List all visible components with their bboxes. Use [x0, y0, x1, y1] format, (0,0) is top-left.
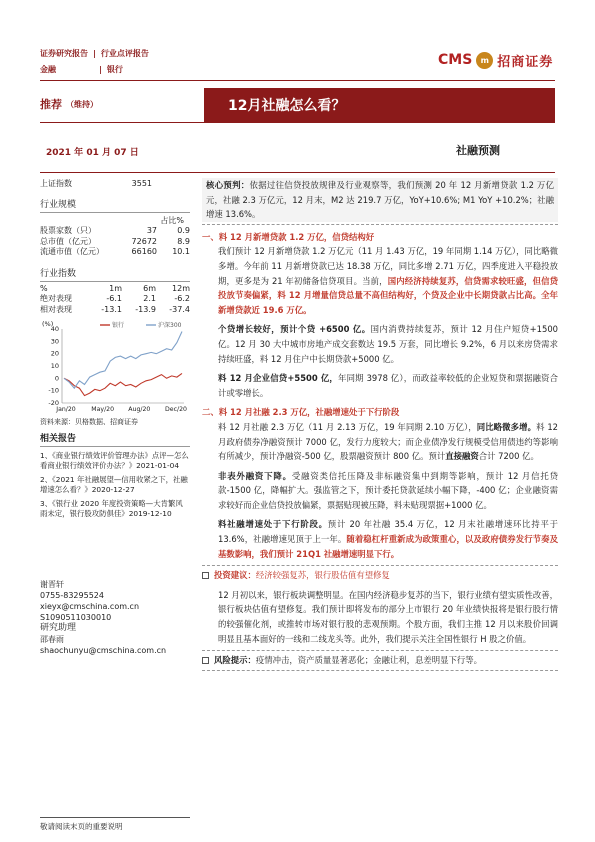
footer-disclaimer: 敬请阅读末页的重要说明 — [40, 822, 123, 831]
risk-text: 疫情冲击，资产质量显著恶化；金融让利，息差明显下行等。 — [255, 655, 482, 666]
logo-mark-icon: m — [476, 52, 493, 69]
rating-note: （维持） — [66, 99, 98, 109]
bold-text: 料社融增速处于下行阶段。 — [218, 519, 328, 530]
index-label: 上证指数 — [40, 179, 72, 188]
assistant-name: 邵春雨 — [40, 635, 64, 644]
paragraph — [202, 420, 558, 464]
divider — [202, 565, 558, 566]
advice-text: 经济较强复苏，银行股估值有望修复 — [255, 570, 390, 581]
y-tick-label: 40 — [50, 325, 59, 333]
table-cell: -6.1 — [106, 294, 122, 303]
sector-line: 金融 | 银行 — [40, 65, 123, 74]
table-header: 12m — [172, 283, 190, 293]
text: 预计 20 年社融 35.4 万亿，12 月末社融增速环比持平于 13.6%，社融增速见顶于上一年。 — [218, 519, 558, 545]
core-label: 核心预判： — [206, 180, 250, 190]
scale-header-row — [40, 215, 190, 226]
y-tick-label: -20 — [48, 399, 59, 407]
assistant-title: 研究助理 — [40, 623, 77, 633]
bold-text: 个贷增长较好，预计个贷 +6500 亿。 — [218, 324, 371, 335]
advice-label: 投资建议： — [214, 570, 256, 581]
divider — [202, 650, 558, 651]
section-1-title: 一、料 12 月新增贷款 1.2 万亿，信贷结构好 — [202, 231, 375, 242]
sector-primary: 金融 — [40, 65, 56, 74]
text: 料 12 月政府债券净融资预计 7000 亿，发行力度较大；而企业债净发行规模受信用债违约等影响有所减少，预计净融资-500 亿，股票融资预计 800 亿。预计 — [218, 421, 558, 462]
related-title: 相关报告 — [40, 434, 77, 444]
text: 料 12 月社融 2.3 万亿（11 月 2.13 万亿，19 年同期 2.10 万亿）， — [218, 421, 477, 432]
series-line-2 — [64, 332, 182, 389]
y-tick-label: 10 — [50, 362, 59, 370]
table-header: % — [40, 283, 48, 293]
related-report-link[interactable]: 2、《2021 年社融展望—信用收紧之下，社融增速怎么看？》2020-12-27 — [40, 475, 188, 494]
table-cell: 绝对表现 — [40, 294, 72, 303]
analyst-email[interactable]: xieyx@cmschina.com.cn — [40, 602, 140, 611]
legend-label: 沪深300 — [158, 322, 182, 329]
highlight-text: 国内经济持续复苏，信贷需求较旺盛，但信贷投放节奏偏紧，料 12 月增量信贷总量不高但结构好，个贷及企业中长期贷款占比高。全年新增贷款近 19.6 万亿。 — [218, 275, 558, 315]
text: 我们预计 12 月新增贷款 1.2 万亿元（11 月 1.43 万亿，19 年同期 1.14 万亿），同比略微多增。今年前 11 月新增贷款已达 18.38 万亿，同比多增 2.71 万亿，四季度进入平稳投放期，更多是为 21 年初储备信贷项目。当前， — [218, 246, 558, 286]
index-row — [40, 178, 190, 189]
core-forecast — [202, 178, 558, 222]
x-tick-label: May/20 — [91, 406, 115, 413]
scale-table — [40, 226, 190, 258]
risk-label: 风险提示： — [214, 655, 256, 666]
rating: 推荐 — [40, 98, 62, 111]
text: 国内消费持续复苏，预计 12 月住户短贷+1500 亿。12 月 30 大中城市房地产成交套数达 19.5 万套，同比增长 9.2%，6 月以来房贷需求持续旺盛，料 12 月住户中长期贷款+5000 亿。 — [218, 324, 558, 364]
divider — [40, 281, 190, 282]
analyst-cert: S1090511030010 — [40, 613, 112, 622]
text: 年同期 3978 亿），而政益率较低的企业短贷和票据融资合计或零增长。 — [218, 373, 558, 398]
table-header: 6m — [143, 283, 156, 293]
table-cell: 2.1 — [143, 294, 156, 303]
risk-warning — [202, 653, 558, 668]
table-cell: 8.9 — [177, 236, 190, 246]
table-cell: 相对表现 — [40, 304, 72, 314]
analyst-phone: 0755-83295524 — [40, 591, 104, 600]
paragraph — [202, 469, 558, 513]
legend-label: 银行 — [112, 322, 125, 329]
y-tick-label: 30 — [50, 337, 59, 346]
report-subtype: 行业点评报告 — [100, 49, 149, 58]
sidebar — [40, 178, 190, 656]
x-tick-label: Dec/20 — [165, 406, 187, 413]
index-value: 3551 — [131, 179, 152, 188]
x-tick-label: Aug/20 — [128, 406, 151, 413]
analyst-name: 谢晋轩 — [40, 580, 64, 589]
text: 合计 7200 亿。 — [478, 451, 539, 462]
report-type-line: 证券研究报告 | 行业点评报告 — [40, 49, 149, 58]
section-2-title: 二、料 12 月社融 2.3 万亿，社融增速处于下行阶段 — [202, 407, 400, 418]
paragraph — [202, 371, 558, 400]
chart-svg — [40, 319, 188, 415]
bold-text: 非表外融资下降。 — [218, 470, 292, 481]
report-date: 2021 年 01 月 07 日 — [46, 148, 139, 158]
chart-source: 资料来源：贝格数据、招商证券 — [40, 418, 138, 426]
scale-title: 行业规模 — [40, 200, 77, 210]
paragraph — [202, 322, 558, 366]
divider — [40, 446, 190, 447]
series-line-1 — [64, 373, 182, 395]
table-cell: -6.2 — [174, 294, 190, 303]
table-cell: 0.9 — [177, 226, 190, 235]
paragraph: 12 月初以来，银行板块调整明显。在国内经济稳步复苏的当下，银行业绩有望实质性改善，银行板块估值有望修复。我们预计即将发布的部分上市银行 20 年业绩快报将是银行股行情的较强催化剂，或推转市场对银行股的悲观预期。个股方面，我们主推 12 月以来股价回调明显且基本面好的一线和二线龙头等。此外，我们提示关注全国性银行 H 股之价值。 — [218, 589, 558, 644]
report-type: 证券研究报告 — [40, 49, 88, 58]
checkbox-bullet-icon — [202, 657, 209, 664]
divider — [202, 224, 558, 225]
table-cell: 72672 — [131, 236, 157, 246]
title-divider — [40, 122, 555, 123]
logo-en: CMS — [438, 52, 473, 68]
index-chart — [40, 319, 188, 415]
related-report-link[interactable]: 3、《银行业 2020 年度投资策略—大肯繁风雨未定，银行股攻防俱佳》2019-12-10 — [40, 499, 183, 518]
company-logo — [438, 48, 558, 72]
rating-block — [40, 92, 204, 116]
table-cell: 66160 — [131, 247, 157, 256]
table-cell: 流通市值（亿元） — [40, 247, 104, 256]
footer-divider — [40, 817, 190, 818]
main-content — [202, 178, 558, 673]
divider — [202, 670, 558, 671]
highlight-text: 随着稳杠杆重新成为政策重心，以及政府债券发行节奏及基数影响，我们预计 21Q1 社融增速明显下行。 — [218, 534, 558, 559]
report-title: 12月社融怎么看？ — [204, 88, 555, 122]
divider — [40, 212, 190, 213]
table-cell: 37 — [146, 226, 157, 235]
x-tick-label: Jan/20 — [56, 406, 76, 413]
sector-secondary: 银行 — [106, 65, 123, 74]
text: 受融资类信托压降及非标融资集中到期等影响，预计 12 月信托贷款-1500 亿，降幅扩大。强监管之下，预计委托贷款延续小幅下降，-400 亿；企业融资需求较好而企业信贷投放偏紧，票据贴现被压降，料未贴现票据+1000 亿。 — [218, 470, 559, 510]
table-cell: -37.4 — [169, 304, 190, 314]
date-divider — [40, 172, 555, 173]
y-tick-label: -10 — [48, 386, 59, 395]
logo-cn: 招商证券 — [497, 54, 554, 70]
y-tick-label: 0 — [54, 374, 59, 383]
header-divider — [40, 80, 555, 81]
table-cell: -13.9 — [135, 304, 156, 314]
core-text: 依据过往信贷投放规律及行业观察等，我们预测 20 年 12 月新增贷款 1.2 万亿元，社融 2.3 万亿元，12 月末，M2 达 219.7 万亿，YoY+10.6%; M1 YoY +10.2%；社融增速 13.6%。 — [206, 180, 554, 220]
table-cell: -13.1 — [101, 304, 122, 314]
table-cell: 总市值（亿元） — [40, 236, 96, 246]
table-cell: 股票家数（只） — [40, 226, 96, 235]
table-cell: 10.1 — [172, 247, 190, 256]
report-category: 社融预测 — [456, 144, 500, 157]
table-header: 1m — [109, 283, 122, 293]
bold-text: 料 12 月企业信贷+5500 亿， — [218, 373, 338, 384]
y-tick-label: 20 — [50, 349, 59, 358]
perf-table — [40, 284, 190, 316]
bold-text: 同比略微多增。 — [476, 421, 537, 432]
paragraph — [202, 244, 558, 317]
y-axis-label: (%) — [42, 320, 54, 328]
investment-advice — [202, 568, 558, 583]
scale-header: 占比% — [160, 216, 184, 225]
bold-text: 直接融资 — [445, 451, 479, 462]
paragraph — [202, 517, 558, 561]
perf-title: 行业指数 — [40, 268, 77, 279]
related-report-link[interactable]: 1、《商业银行绩效评价管理办法》点评—怎么看商业银行绩效评价办法？》2021-01-04 — [40, 451, 189, 470]
checkbox-bullet-icon — [202, 572, 209, 579]
assistant-email[interactable]: shaochunyu@cmschina.com.cn — [40, 646, 167, 655]
